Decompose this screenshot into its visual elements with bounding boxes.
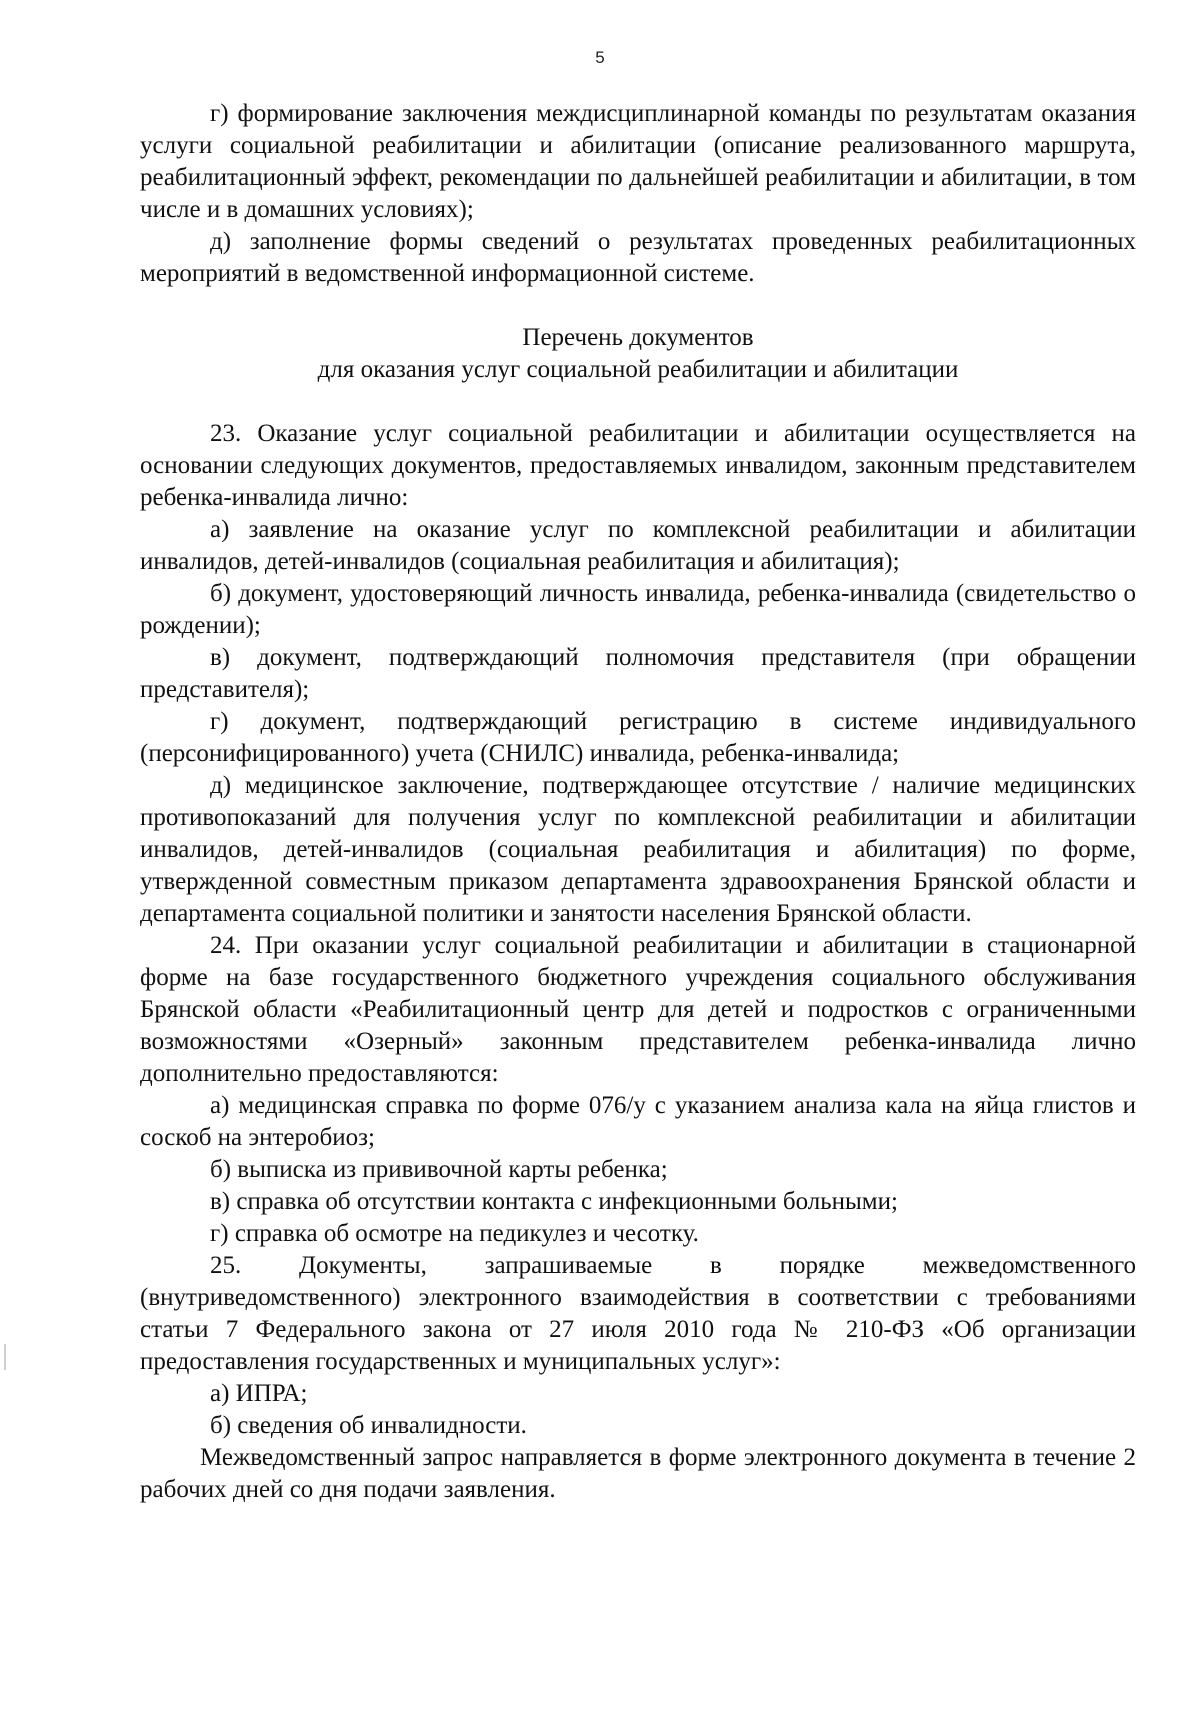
list-item-23-v: в) документ, подтверждающий полномочия представителя (при обращении представителя);: [140, 644, 1136, 703]
spacer: [140, 386, 1136, 418]
list-item-25-a: а) ИПРА;: [210, 1380, 308, 1407]
list-item-23-a: а) заявление на оказание услуг по комплексной реабилитации и абилитации инвалидов, детей-инвалидов (социальная реабилитация и абилитация);: [140, 516, 1136, 575]
section-heading-line2: для оказания услуг социальной реабилитации и абилитации: [317, 356, 959, 383]
paragraph-g-conclusion: г) формирование заключения междисциплинарной команды по результатам оказания услуги социальной реабилитации и абилитации (описание реализованного маршрута, реабилитационный эффект, рекомендации по дальнейшей реабилитации и абилитации, в том числе и в домашних условиях);: [140, 100, 1136, 223]
section-heading-line1: Перечень документов: [522, 324, 754, 351]
list-item-23-b: б) документ, удостоверяющий личность инвалида, ребенка-инвалида (свидетельство о рождении);: [140, 580, 1136, 639]
list-item-24-b: б) выписка из прививочной карты ребенка;: [210, 1156, 668, 1183]
list-item-23-d: д) медицинское заключение, подтверждающее отсутствие / наличие медицинских противопоказаний для получения услуг по комплексной реабилитации и абилитации инвалидов, детей-инвалидов (социальная реабилитация и абилитация) по форме, утвержденной совместным приказом департамента здравоохранения Брянской области и департамента социальной политики и занятости населения Брянской области.: [140, 772, 1136, 927]
paragraph-d-information-system: д) заполнение формы сведений о результатах проведенных реабилитационных мероприятий в ведомственной информационной системе.: [140, 228, 1136, 287]
list-item-24-g: г) справка об осмотре на педикулез и чесотку.: [210, 1220, 699, 1247]
list-item-23-g: г) документ, подтверждающий регистрацию в системе индивидуального (персонифицированного) учета (СНИЛС) инвалида, ребенка-инвалида;: [140, 708, 1136, 767]
paragraph-24: 24. При оказании услуг социальной реабилитации и абилитации в стационарной форме на базе государственного бюджетного учреждения социального обслуживания Брянской области «Реабилитационный центр для детей и подростков с ограниченными возможностями «Озерный» законным представителем ребенка-инвалида лично дополнительно предоставляются:: [140, 932, 1136, 1087]
scan-margin-mark: [4, 1344, 6, 1370]
list-item-24-v: в) справка об отсутствии контакта с инфекционными больными;: [210, 1188, 898, 1215]
paragraph-25: 25. Документы, запрашиваемые в порядке межведомственного (внутриведомственного) электронного взаимодействия в соответствии с требованиями статьи 7 Федерального закона от 27 июля 2010 года № 210-ФЗ «Об организации предоставления государственных и муниципальных услуг»:: [140, 1252, 1136, 1375]
document-body: [140, 98, 1136, 1506]
spacer: [140, 290, 1136, 322]
page-number: 5: [595, 48, 605, 67]
list-item-25-b: б) сведения об инвалидности.: [210, 1412, 527, 1439]
paragraph-interagency-request: Межведомственный запрос направляется в форме электронного документа в течение 2 рабочих дней со дня подачи заявления.: [140, 1444, 1136, 1503]
list-item-24-a: а) медицинская справка по форме 076/у с указанием анализа кала на яйца глистов и соскоб на энтеробиоз;: [140, 1092, 1136, 1151]
paragraph-23: 23. Оказание услуг социальной реабилитации и абилитации осуществляется на основании следующих документов, предоставляемых инвалидом, законным представителем ребенка-инвалида лично:: [140, 420, 1136, 511]
